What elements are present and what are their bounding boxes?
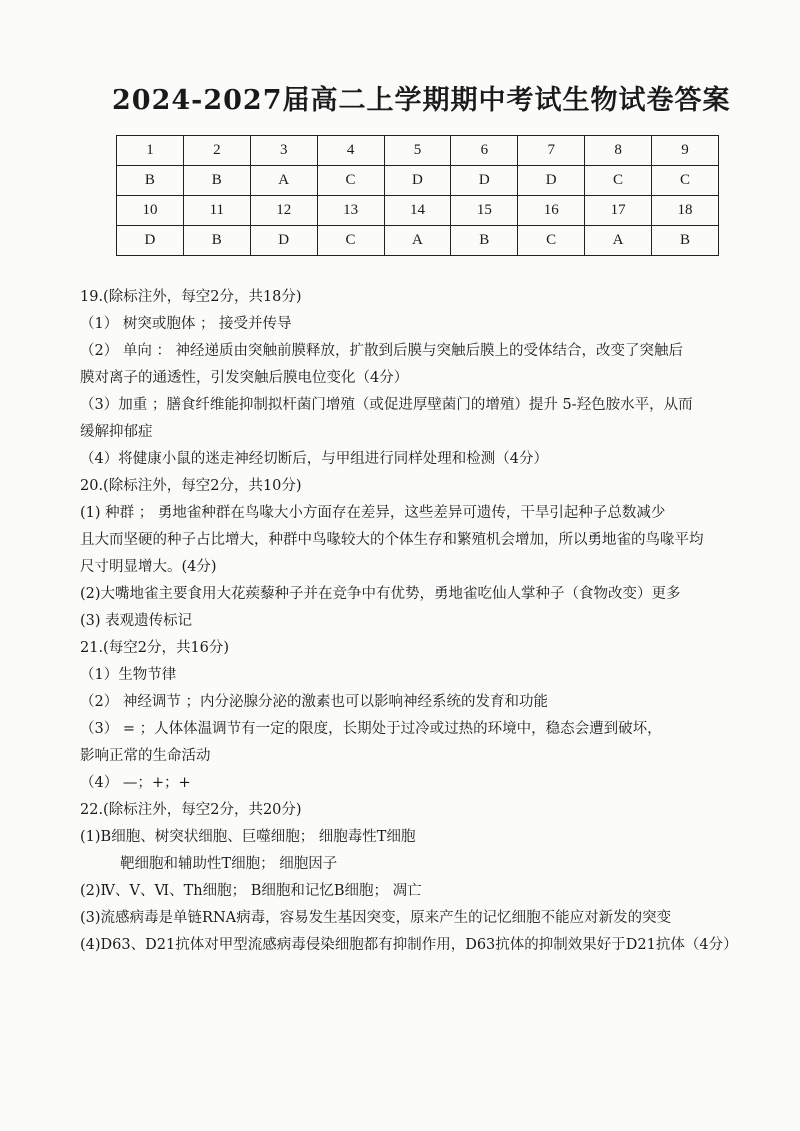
answer-cell: D <box>117 226 184 256</box>
q19-answer-2b: 膜对离子的通透性，引发突触后膜电位变化（4分） <box>80 370 409 386</box>
question-number-cell: 7 <box>518 136 585 166</box>
q21-answer-3a: （3） = ；人体体温调节有一定的限度，长期处于过冷或过热的环境中，稳态会遭到破坏， <box>80 721 662 737</box>
q21-header: 21.(每空2分，共16分) <box>80 640 230 656</box>
answer-cell: C <box>652 166 719 196</box>
answer-cell: D <box>384 166 451 196</box>
answer-cell: C <box>317 226 384 256</box>
q22-answer-1a: (1)B细胞、树突状细胞、巨噬细胞； 细胞毒性T细胞 <box>80 829 416 845</box>
question-number-cell: 9 <box>652 136 719 166</box>
q19-answer-3b: 缓解抑郁症 <box>80 424 153 440</box>
answer-cell: B <box>652 226 719 256</box>
answer-cell: A <box>250 166 317 196</box>
question-number-cell: 10 <box>117 196 184 226</box>
question-number-cell: 14 <box>384 196 451 226</box>
question-number-cell: 5 <box>384 136 451 166</box>
question-number-row <box>117 136 719 166</box>
q20-answer-3: (3) 表观遗传标记 <box>80 613 193 629</box>
answer-row <box>117 226 719 256</box>
question-number-cell: 8 <box>585 136 652 166</box>
q20-header: 20.(除标注外，每空2分，共10分) <box>80 478 302 494</box>
question-number-cell: 3 <box>250 136 317 166</box>
question-number-cell: 17 <box>585 196 652 226</box>
answer-cell: B <box>117 166 184 196</box>
answer-cell: D <box>451 166 518 196</box>
question-number-cell: 16 <box>518 196 585 226</box>
q22-answer-1b: 靶细胞和辅助性T细胞； 细胞因子 <box>120 856 338 872</box>
q21-answer-3b: 影响正常的生命活动 <box>80 748 211 764</box>
answer-cell: D <box>518 166 585 196</box>
q19-answer-1: （1） 树突或胞体 ； 接受并传导 <box>80 316 292 332</box>
q19-answer-3a: （3）加重 ；膳食纤维能抑制拟杆菌门增殖（或促进厚壁菌门的增殖）提升 5-羟色胺水平，从而 <box>80 397 693 413</box>
answer-cell: D <box>250 226 317 256</box>
answer-cell: C <box>317 166 384 196</box>
question-number-cell: 11 <box>183 196 250 226</box>
answer-cell: B <box>451 226 518 256</box>
q22-header: 22.(除标注外，每空2分，共20分) <box>80 802 302 818</box>
answer-cell: A <box>585 226 652 256</box>
q20-answer-1c: 尺寸明显增大。(4分) <box>80 559 217 575</box>
question-number-row <box>117 196 719 226</box>
answer-body <box>80 284 738 959</box>
question-number-cell: 12 <box>250 196 317 226</box>
question-number-cell: 15 <box>451 196 518 226</box>
answer-key-table <box>116 135 719 256</box>
answer-cell: C <box>518 226 585 256</box>
answer-row <box>117 166 719 196</box>
question-number-cell: 13 <box>317 196 384 226</box>
question-number-cell: 2 <box>183 136 250 166</box>
q19-answer-4: （4）将健康小鼠的迷走神经切断后，与甲组进行同样处理和检测（4分） <box>80 451 548 467</box>
q21-answer-2: （2） 神经调节 ；内分泌腺分泌的激素也可以影响神经系统的发育和功能 <box>80 694 548 710</box>
q20-answer-1b: 且大而坚硬的种子占比增大，种群中鸟喙较大的个体生存和繁殖机会增加，所以勇地雀的鸟喙平均 <box>80 532 704 548</box>
answer-cell: A <box>384 226 451 256</box>
question-number-cell: 1 <box>117 136 184 166</box>
question-number-cell: 18 <box>652 196 719 226</box>
page-title: 2024-2027届高二上学期期中考试生物试卷答案 <box>112 85 731 116</box>
q19-answer-2a: （2） 单向 ： 神经递质由突触前膜释放，扩散到后膜与突触后膜上的受体结合，改变了突触后 <box>80 343 684 359</box>
question-number-cell: 6 <box>451 136 518 166</box>
answer-cell: B <box>183 166 250 196</box>
question-number-cell: 4 <box>317 136 384 166</box>
q22-answer-3: (3)流感病毒是单链RNA病毒，容易发生基因突变，原来产生的记忆细胞不能应对新发的突变 <box>80 910 672 926</box>
q21-answer-1: （1）生物节律 <box>80 667 177 683</box>
q19-header: 19.(除标注外，每空2分，共18分) <box>80 289 302 305</box>
q20-answer-1a: (1) 种群 ； 勇地雀种群在鸟喙大小方面存在差异，这些差异可遗传，干旱引起种子总数减少 <box>80 505 666 521</box>
q22-answer-2: (2)Ⅳ、Ⅴ、Ⅵ、Th细胞； B细胞和记忆B细胞； 凋亡 <box>80 883 422 899</box>
answer-cell: B <box>183 226 250 256</box>
q21-answer-4: （4） —；+；+ <box>80 775 191 791</box>
q20-answer-2: (2)大嘴地雀主要食用大花蒺藜种子并在竞争中有优势，勇地雀吃仙人掌种子（食物改变）更多 <box>80 586 681 602</box>
q22-answer-4: (4)D63、D21抗体对甲型流感病毒侵染细胞都有抑制作用，D63抗体的抑制效果好于D21抗体（4分） <box>80 937 738 953</box>
answer-cell: C <box>585 166 652 196</box>
